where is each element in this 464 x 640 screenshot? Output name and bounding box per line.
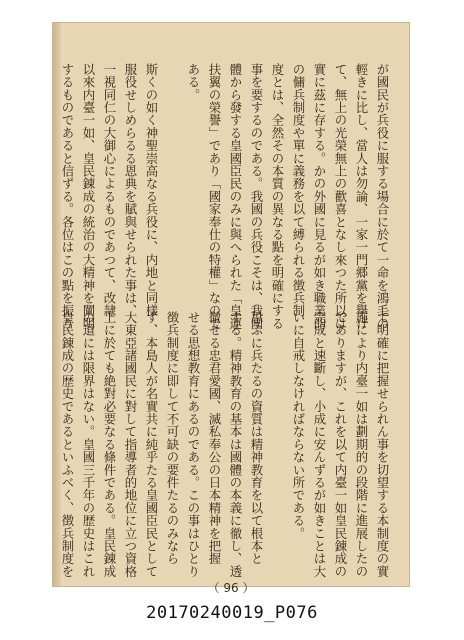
text-line: いに自戒しなければならない所である。 xyxy=(291,311,306,540)
text-line: 服役せしめらるる恩典を賦與せられた事は、 xyxy=(123,63,138,317)
text-line xyxy=(267,311,288,569)
text-line: せる思想教育にあるのである。この事はひとり xyxy=(186,311,201,578)
text-line: 徴兵制度に即して不可缺の要件たるのみなら xyxy=(165,311,180,565)
text-line: 大東亞諸國民に對して指導者的地位に立つ資格 xyxy=(123,311,138,578)
text-line: 上に於ても絶對必要なる條件である。皇民錬成 xyxy=(102,311,117,578)
text-line: が國民が兵役に服する場合に於て一命を鴻毛の xyxy=(375,63,390,330)
bottom-text-block xyxy=(57,311,393,578)
text-line: 一視同仁の大御心によるものであつて、改隷 xyxy=(102,63,117,317)
page-number: （ 96 ） xyxy=(207,581,255,595)
text-line: 完成と速斷し、小成に安んずるが如きことは大 xyxy=(312,311,327,578)
text-line: て、無上の光榮無上の歡喜となし來つた所以は xyxy=(333,63,348,330)
text-line: するものであると信ずる。各位はこの點を振り xyxy=(60,63,75,330)
text-line xyxy=(162,63,183,305)
text-line: ず、本島人が名實共に純乎たる皇國臣民として xyxy=(144,311,159,578)
text-line: 輕きに比し、當人は勿論、一家一門郷黨を擧げ xyxy=(354,63,369,330)
text-line: て明確に把握せられん事を切望する本制度の實 xyxy=(375,311,390,578)
text-line: でありますが、これを以て内臺一如皇民錬成の xyxy=(333,311,348,578)
text-line: 體から發する皇國臣民のみに與へられた「皇運 xyxy=(228,63,243,330)
book-page xyxy=(52,22,410,595)
text-line: 實に茲に存する。かの外國に見るが如き職業的 xyxy=(312,63,327,330)
text-line: の道には限界はない。皇國三千年の歴史はこれ xyxy=(81,311,96,578)
text-line: 以來内臺一如、皇民錬成の統治の大精神を闡明 xyxy=(81,63,96,330)
text-line: の傭兵制度や單に義務を以て縛られる徴兵制 xyxy=(291,63,306,317)
text-line: 事を要するのである。我國の兵役こそは、我國 xyxy=(249,63,264,330)
text-line: 徹せる忠君愛國、滅私奉公の日本精神を把握 xyxy=(207,311,222,565)
top-text-block xyxy=(57,63,393,330)
text-line: 思ふに兵たるの資質は精神教育を以て根本と xyxy=(249,311,264,565)
text-line: 度とは、全然その本質の異なる點を明確にする xyxy=(270,63,285,330)
text-line: ある。 xyxy=(186,63,201,102)
text-line: 扶翼の榮譽」であり「國家奉仕の特權」なので xyxy=(207,63,222,330)
text-line: 斯くの如く神聖崇高なる兵役に、内地と同樣 xyxy=(144,63,159,317)
text-line: 皇民錬成の歴史であるといふべく、徴兵制度を xyxy=(60,311,75,578)
archive-id-caption: 20170240019_P076 xyxy=(146,603,318,623)
text-line: する。精神教育の基本は國體の本義に徹し、透 xyxy=(228,311,243,578)
text-line: 施により内臺一如は劃期的の段階に進展したの xyxy=(354,311,369,578)
